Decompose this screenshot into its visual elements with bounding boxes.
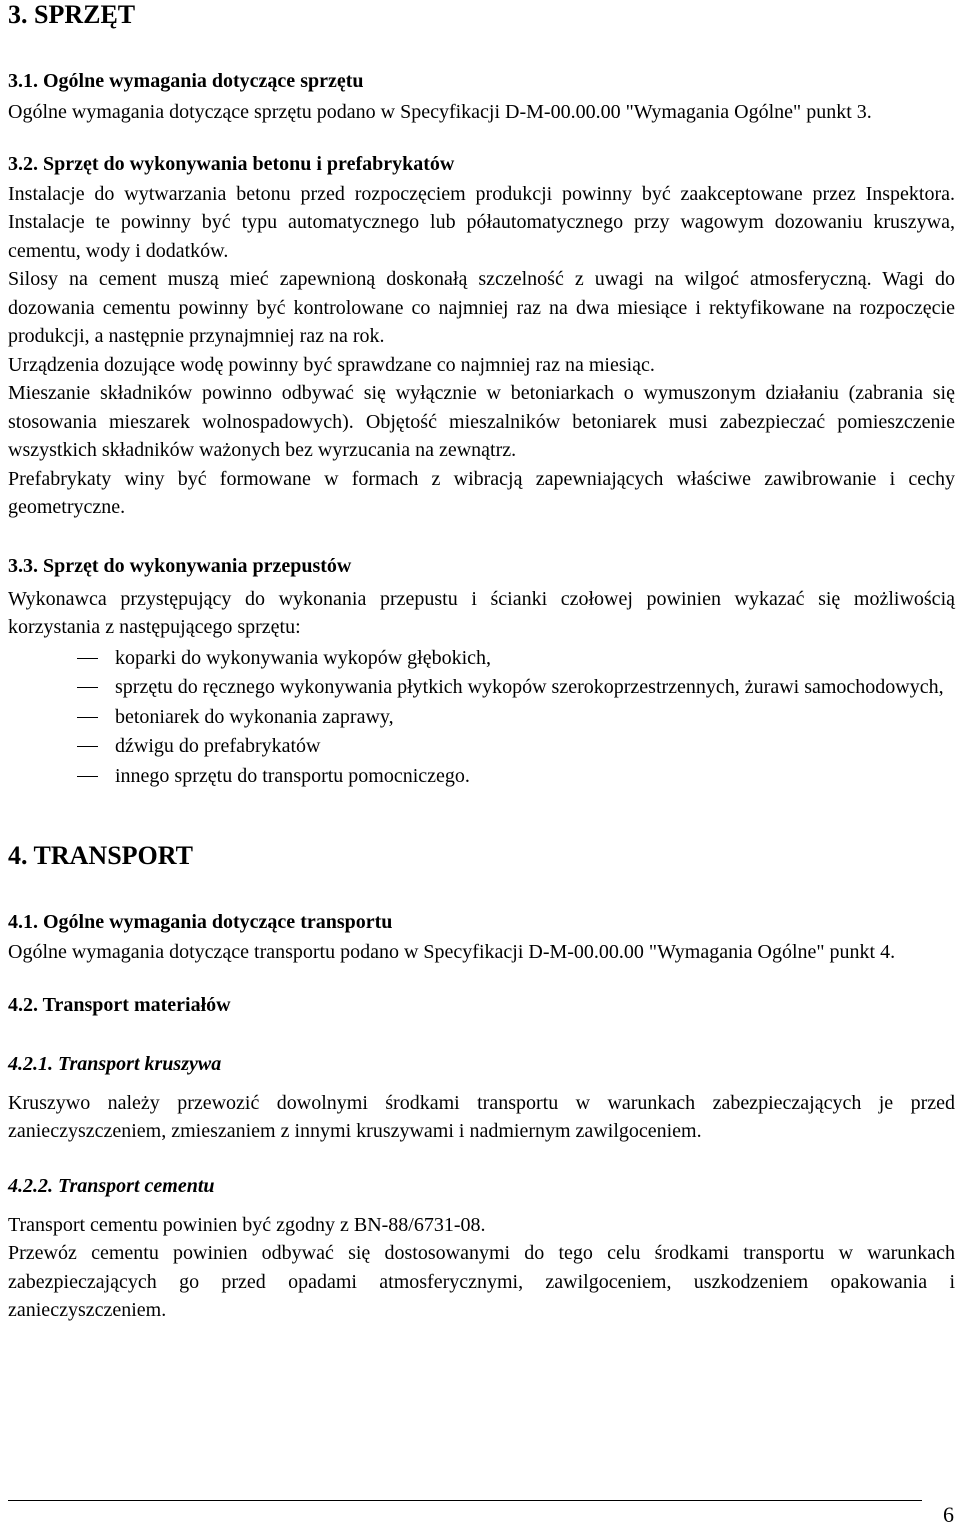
- section-4-title: 4. TRANSPORT: [8, 841, 193, 870]
- section-3-2-paragraph-5: Prefabrykaty winy być formowane w formach z wibracją zapewniających właściwe zawibrowanie i cechy geometryczne.: [8, 467, 955, 518]
- section-4-2-2-paragraph-2: Przewóz cementu powinien odbywać się dostosowanymi do tego celu środkami transportu w warunkach zabezpieczających go przed opadami atmosferycznymi, zawilgoceniem, uszkodzeniem opakowania i zanieczyszczeniem.: [8, 1242, 955, 1321]
- section-4-2-1-title: 4.2.1. Transport kruszywa: [8, 1052, 222, 1075]
- equipment-list: [8, 644, 955, 792]
- list-item: dźwigu do prefabrykatów: [8, 732, 955, 762]
- dash-bullet: [77, 658, 98, 659]
- section-4-1-text: Ogólne wymagania dotyczące transportu podano w Specyfikacji D-M-00.00.00 "Wymagania Ogólne" punkt 4.: [8, 941, 896, 963]
- list-item: innego sprzętu do transportu pomocniczego.: [8, 762, 955, 792]
- section-4-2-1-text: Kruszywo należy przewozić dowolnymi środkami transportu w warunkach zabezpieczających je przed zanieczyszczeniem, zmieszaniem z innymi kruszywami i nadmiernym zawilgoceniem.: [8, 1091, 955, 1142]
- section-3-2-paragraph-1: Instalacje do wytwarzania betonu przed rozpoczęciem produkcji powinny być zaakceptowane przez Inspektora. Instalacje te powinny być typu automatycznego lub półautomatycznego przy wagowym dozowaniu kruszywa, cementu, wody i dodatków.: [8, 182, 955, 262]
- list-item: koparki do wykonywania wykopów głębokich,: [8, 644, 955, 674]
- dash-bullet: [77, 746, 98, 747]
- section-4-2-2-paragraph-1: Transport cementu powinien być zgodny z BN-88/6731-08.: [8, 1213, 486, 1236]
- section-4-2-title: 4.2. Transport materiałów: [8, 993, 231, 1016]
- section-3-1-text: Ogólne wymagania dotyczące sprzętu podano w Specyfikacji D-M-00.00.00 "Wymagania Ogólne" punkt 3.: [8, 101, 872, 123]
- footer-divider: [8, 1500, 922, 1501]
- dash-bullet: [77, 776, 98, 777]
- list-item: sprzętu do ręcznego wykonywania płytkich wykopów szerokoprzestrzennych, żurawi samochodowych,: [8, 673, 955, 703]
- section-3-2-paragraph-3: Urządzenia dozujące wodę powinny być sprawdzane co najmniej raz na miesiąc.: [8, 353, 655, 376]
- dash-bullet: [77, 717, 98, 718]
- section-3-3-title: 3.3. Sprzęt do wykonywania przepustów: [8, 554, 352, 577]
- section-4-1-title: 4.1. Ogólne wymagania dotyczące transportu: [8, 911, 393, 933]
- list-item: betoniarek do wykonania zaprawy,: [8, 703, 955, 733]
- section-4-2-2-title: 4.2.2. Transport cementu: [8, 1174, 215, 1197]
- section-3-3-intro: Wykonawca przystępujący do wykonania przepustu i ścianki czołowej powinien wykazać się możliwością korzystania z następującego sprzętu:: [8, 587, 955, 638]
- section-3-1-title: 3.1. Ogólne wymagania dotyczące sprzętu: [8, 70, 364, 92]
- section-3-2-paragraph-2: Silosy na cement muszą mieć zapewnioną doskonałą szczelność z uwagi na wilgoć atmosferyczną. Wagi do dozowania cementu powinny być kontrolowane co najmniej raz na dwa miesiące i rektyfikowane na rozpoczęcie produkcji, a następnie przynajmniej raz na rok.: [8, 268, 955, 347]
- section-3-2-paragraph-4: Mieszanie składników powinno odbywać się wyłącznie w betoniarkach o wymuszonym działaniu (zabrania się stosowania mieszarek wolnospadowych). Objętość mieszalników betoniarek musi zabezpieczać pomieszczenie wszystkich składników ważonych bez wyrzucania na zewnątrz.: [8, 382, 955, 461]
- section-3-title: 3. SPRZĘT: [8, 0, 136, 29]
- dash-bullet: [77, 687, 98, 688]
- page-number: 6: [943, 1502, 954, 1527]
- document-page: [8, 0, 955, 1325]
- section-3-2-title: 3.2. Sprzęt do wykonywania betonu i prefabrykatów: [8, 152, 455, 175]
